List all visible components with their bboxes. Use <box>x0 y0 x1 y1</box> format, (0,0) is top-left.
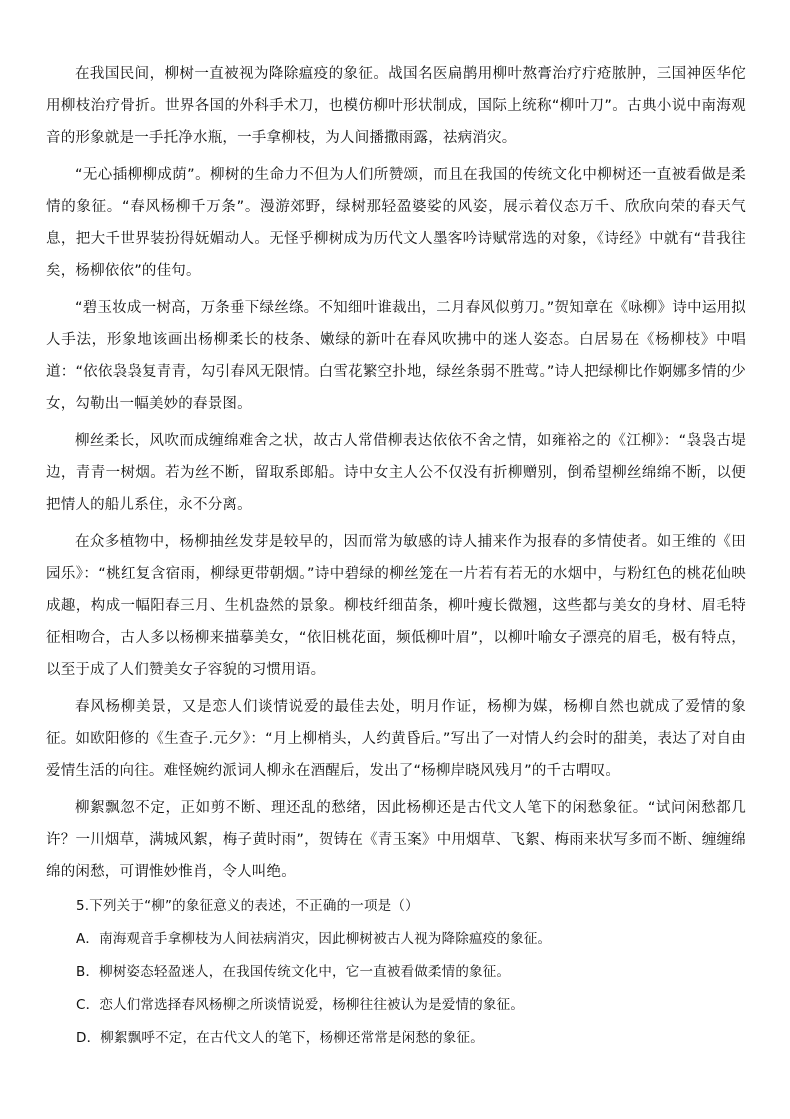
reading-passage <box>46 58 746 893</box>
option-a: A．南海观音手拿柳枝为人间祛病消灾，因此柳树被古人视为降除瘟疫的象征。 <box>76 931 552 947</box>
question-stem: 5.下列关于“柳”的象征意义的表述，不正确的一项是（） <box>76 898 419 914</box>
passage-paragraph-4: 柳丝柔长，风吹而成缠绵难舍之状，故古人常借柳表达依依不舍之情，如雍裕之的《江柳》：“袅袅古堤边，青青一树烟。若为丝不断，留取系郎船。诗中女主人公不仅没有折柳赠别，倒希望柳丝绵绵不断，以便把情人的船儿系住，永不分离。 <box>46 433 746 513</box>
option-b: B．柳树姿态轻盈迷人，在我国传统文化中，它一直被看做柔情的象征。 <box>76 964 511 980</box>
passage-paragraph-5: 在众多植物中，杨柳抽丝发芽是较早的，因而常为敏感的诗人捕来作为报春的多情使者。如王维的《田园乐》：“桃红复含宿雨，柳绿更带朝烟。”诗中碧绿的柳丝笼在一片若有若无的水烟中，与粉红色的桃花仙映成趣，构成一幅阳春三月、生机盎然的景象。柳枝纤细苗条，柳叶瘦长微翘，这些都与美女的身材、眉毛特征相吻合，古人多以杨柳来描摹美女，“依旧桃花面，频低柳叶眉”，以柳叶喻女子漂亮的眉毛，极有特点，以至于成了人们赞美女子容貌的习惯用语。 <box>46 534 746 678</box>
passage-paragraph-3: “碧玉妆成一树高，万条垂下绿丝绦。不知细叶谁裁出，二月春风似剪刀。”贺知章在《咏柳》诗中运用拟人手法，形象地该画出杨柳柔长的枝条、嫩绿的新叶在春风吹拂中的迷人姿态。白居易在《杨柳枝》中唱道：“依依袅袅复青青，勾引春风无限情。白雪花繁空扑地，绿丝条弱不胜莺。”诗人把绿柳比作婀娜多情的少女，勾勒出一幅美妙的春景图。 <box>46 300 746 412</box>
question-5 <box>76 890 756 1055</box>
option-d: D．柳絮飘呼不定，在古代文人的笔下，杨柳还常常是闲愁的象征。 <box>76 1030 484 1046</box>
passage-paragraph-7: 柳絮飘忽不定，正如剪不断、理还乱的愁绪，因此杨柳还是古代文人笔下的闲愁象征。“试问闲愁都几许？一川烟草，满城风絮，梅子黄时雨”，贺铸在《青玉案》中用烟草、飞絮、梅雨来状写多而不断、缠缠绵绵的闲愁，可谓惟妙惟肖，令人叫绝。 <box>46 800 746 880</box>
passage-paragraph-6: 春风杨柳美景，又是恋人们谈情说爱的最佳去处，明月作证，杨柳为媒，杨柳自然也就成了爱情的象征。如欧阳修的《生查子.元夕》：“月上柳梢头，人约黄昏后。”写出了一对情人约会时的甜美，表达了对自由爱情生活的向往。难怪婉约派词人柳永在酒醒后，发出了“杨柳岸晓风残月”的千古喟叹。 <box>46 699 746 779</box>
passage-paragraph-2: “无心插柳柳成荫”。柳树的生命力不但为人们所赞颂，而且在我国的传统文化中柳树还一直被看做是柔情的象征。“春风杨柳千万条”。漫游郊野，绿树那轻盈婆娑的风姿，展示着仪态万千、欣欣向荣的春天气息，把大千世界装扮得妩媚动人。无怪乎柳树成为历代文人墨客吟诗赋常选的对象，《诗经》中就有“昔我往矣，杨柳依依”的佳句。 <box>46 167 746 279</box>
option-c: C．恋人们常选择春风杨柳之所谈情说爱，杨柳往往被认为是爱情的象征。 <box>76 997 525 1013</box>
passage-paragraph-1: 在我国民间，柳树一直被视为降除瘟疫的象征。战国名医扁鹊用柳叶熬膏治疗疔疮脓肿，三国神医华佗用柳枝治疗骨折。世界各国的外科手术刀，也模仿柳叶形状制成，国际上统称“柳叶刀”。古典小说中南海观音的形象就是一手托净水瓶，一手拿柳枝，为人间播撒雨露，祛病消灾。 <box>46 66 746 146</box>
